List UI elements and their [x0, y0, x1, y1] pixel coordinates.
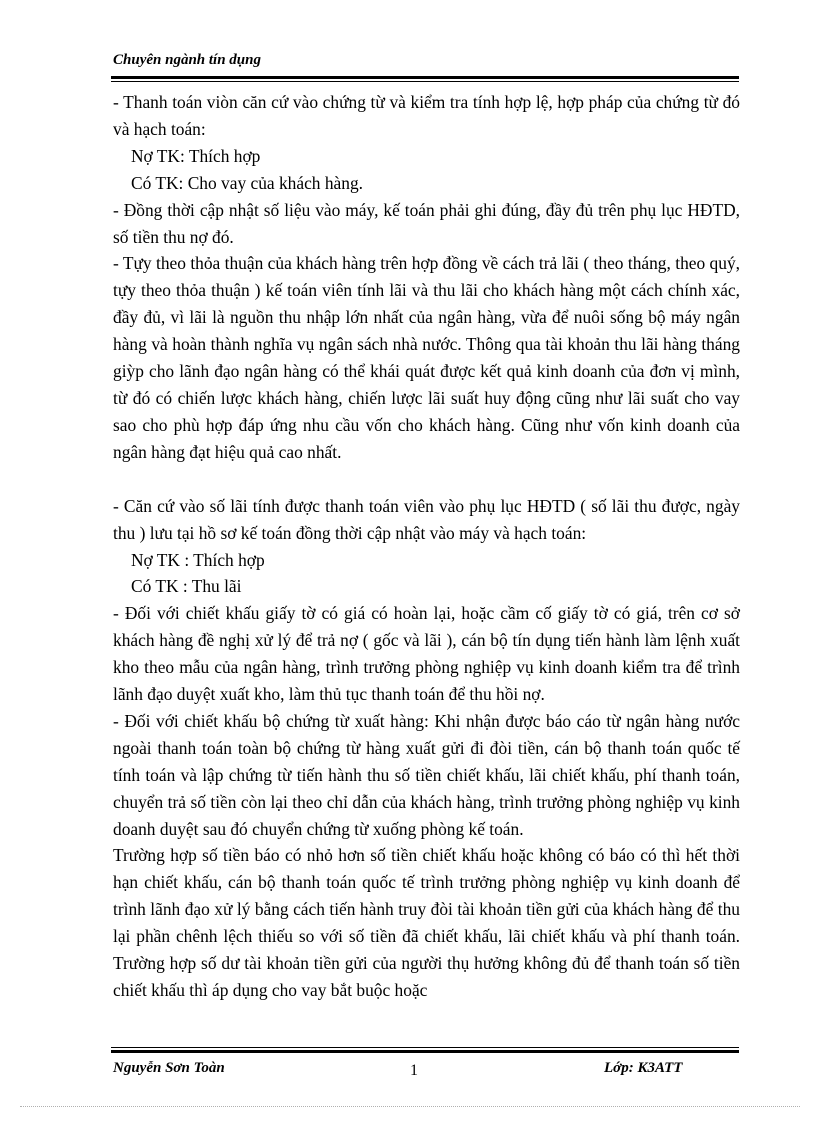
paragraph: - Đối với chiết khấu bộ chứng từ xuất hàng: Khi nhận được báo cáo từ ngân hàng nước ngoài thanh toán toàn bộ chứng từ hàng xuất gửi đi đòi tiền, cán bộ thanh toán quốc tế tính toán và lập chứng từ tiến hành thu số tiền chiết khấu, lãi chiết khấu, phí thanh toán, chuyển trả số tiền còn lại theo chỉ dẫn của khách hàng, trình trưởng phòng nghiệp vụ kinh doanh duyệt sau đó chuyển chứng từ xuống phòng kế toán. [113, 710, 740, 839]
header-rule-thick [111, 76, 739, 79]
paragraph: - Căn cứ vào số lãi tính được thanh toán viên vào phụ lục HĐTD ( số lãi thu được, ngày thu ) lưu tại hồ sơ kế toán đồng thời cập nhật vào máy và hạch toán: [113, 495, 740, 543]
page-bottom-dotted-divider [20, 1106, 800, 1107]
paragraph-gap [113, 466, 740, 493]
journal-entry-credit: Có TK: Cho vay của khách hàng. [131, 172, 363, 193]
journal-entry-credit: Có TK : Thu lãi [131, 576, 242, 597]
journal-entry-debit: Nợ TK : Thích hợp [131, 549, 265, 570]
footer-rule-thin [111, 1047, 739, 1048]
paragraph: - Tựy theo thỏa thuận của khách hàng trên hợp đồng về cách trả lãi ( theo tháng, theo quý, tựy theo thỏa thuận ) kế toán viên tính lãi và thu lãi cho khách hàng một cách chính xác, đầy đủ, vì lãi là nguồn thu nhập lớn nhất của ngân hàng, vừa để nuôi sống bộ máy ngân hàng và hoàn thành nghĩa vụ ngân sách nhà nước. Thông qua tài khoản thu lãi hàng tháng giỳp cho lãnh đạo ngân hàng có thể khái quát được kết quả kinh doanh của đơn vị mình, từ đó có chiến lược khách hàng, chiến lược lãi suất huy động cũng như lãi suất cho vay sao cho phù hợp đáp ứng nhu cầu vốn cho khách hàng. Cũng như vốn kinh doanh của ngân hàng đạt hiệu quả cao nhất. [113, 253, 740, 462]
paragraph: - Đối với chiết khấu giấy tờ có giá có hoàn lại, hoặc cầm cố giấy tờ có giá, trên cơ sở khách hàng đề nghị xử lý để trả nợ ( gốc và lãi ), cán bộ tín dụng tiến hành làm lệnh xuất kho theo mẫu của ngân hàng, trình trưởng phòng nghiệp vụ kinh doanh kiểm tra để trình lãnh đạo duyệt xuất kho, làm thủ tục thanh toán để thu hồi nợ. [113, 603, 740, 705]
paragraph: - Thanh toán viòn căn cứ vào chứng từ và kiểm tra tính hợp lệ, hợp pháp của chứng từ đó và hạch toán: [113, 92, 740, 139]
footer-rule-thick [111, 1050, 739, 1053]
document-body [113, 89, 740, 1004]
footer-author: Nguyễn Sơn Toàn [113, 1060, 225, 1076]
paragraph: - Đồng thời cập nhật số liệu vào máy, kế toán phải ghi đúng, đầy đủ trên phụ lục HĐTD, số tiền thu nợ đó. [113, 199, 740, 247]
footer-class: Lớp: K3ATT [604, 1060, 683, 1076]
header-rule-thin [111, 81, 739, 82]
page-number: 1 [410, 1062, 418, 1079]
running-header: Chuyên ngành tín dụng [113, 52, 261, 68]
journal-entry-debit: Nợ TK: Thích hợp [131, 145, 261, 166]
paragraph: Trường hợp số tiền báo có nhỏ hơn số tiền chiết khấu hoặc không có báo có thì hết thời hạn chiết khấu, cán bộ thanh toán quốc tế trình trưởng phòng nghiệp vụ kinh doanh để trình lãnh đạo xử lý bằng cách tiến hành truy đòi tài khoản tiền gửi của khách hàng để thu lại phần chênh lệch thiếu so với số tiền đã chiết khấu, lãi chiết khấu và phí thanh toán. Trường hợp số dư tài khoản tiền gửi của người thụ hưởng không đủ để thanh toán số tiền chiết khấu thì áp dụng cho vay bắt buộc hoặc [113, 845, 740, 1000]
